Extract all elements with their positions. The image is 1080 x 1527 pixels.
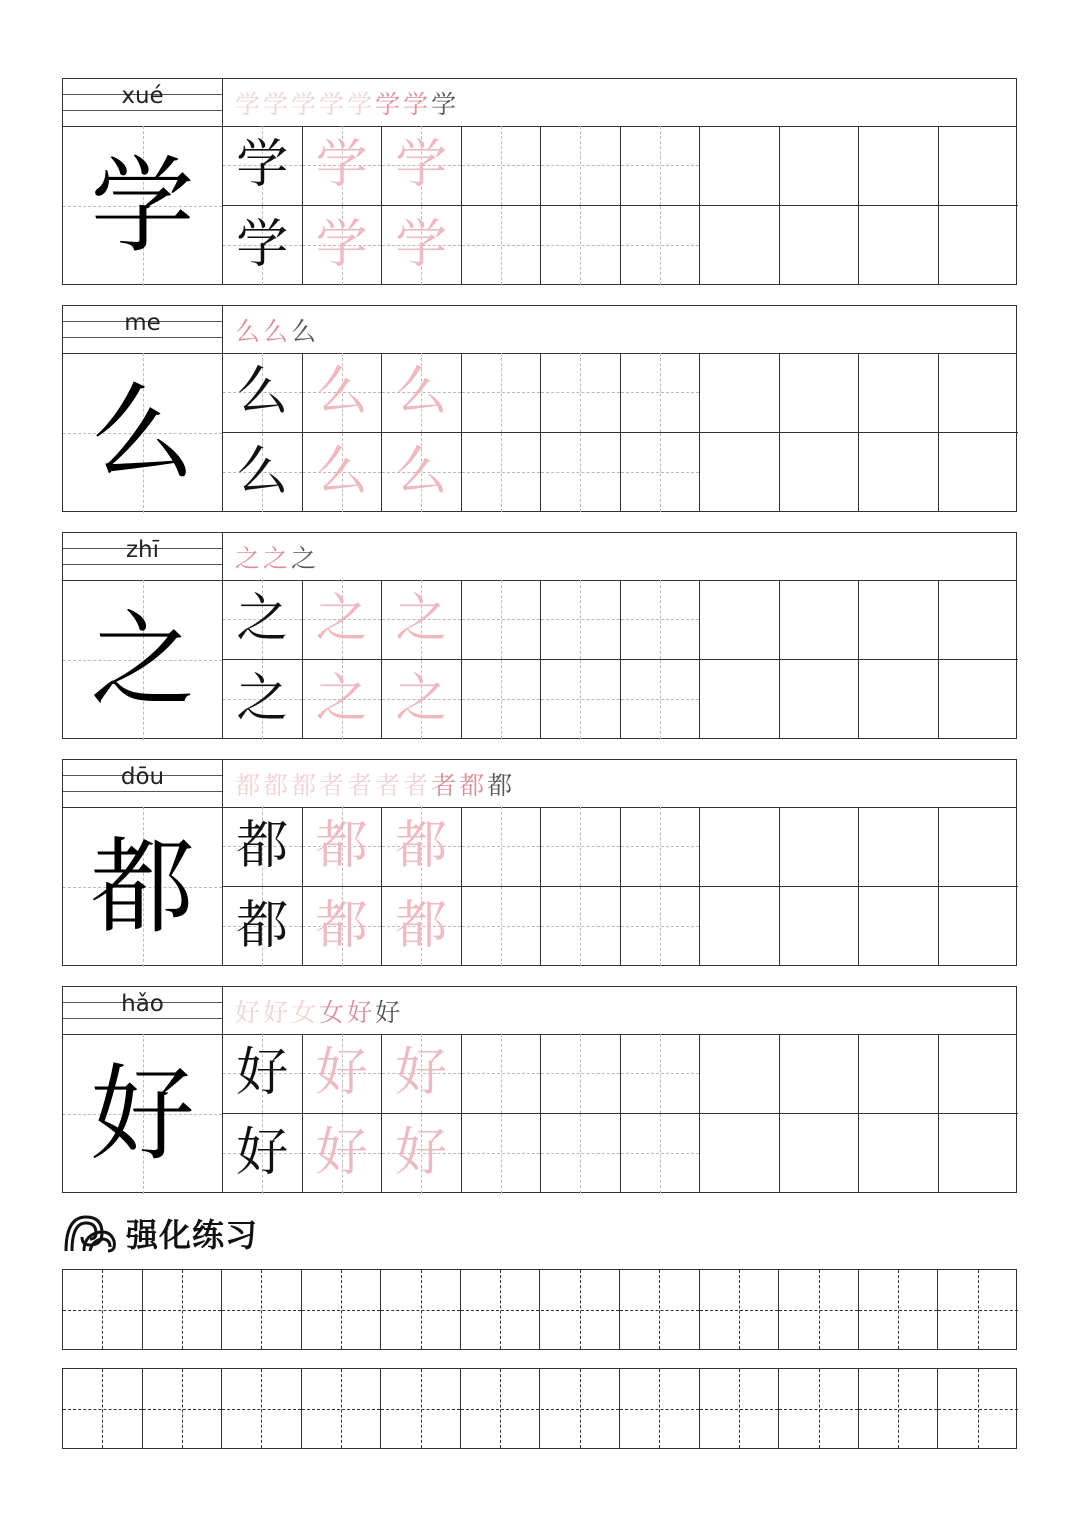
reference-column: [63, 533, 223, 738]
stroke-step: 么: [291, 316, 317, 346]
stroke-step: 学: [431, 89, 457, 119]
stroke-step: 者: [375, 770, 401, 800]
writing-grid: [223, 807, 1016, 965]
writing-cell[interactable]: [541, 660, 621, 740]
writing-grid: [223, 1034, 1016, 1192]
writing-cell[interactable]: [700, 353, 780, 433]
writing-cell[interactable]: [859, 126, 939, 206]
writing-cell[interactable]: [541, 1114, 621, 1194]
pinyin-band: [63, 987, 222, 1035]
practice-row: [62, 1269, 1017, 1350]
model-character: 么: [236, 442, 289, 503]
pinyin-band: [63, 79, 222, 127]
stroke-step: 学: [403, 89, 429, 119]
writing-cell[interactable]: [462, 887, 542, 967]
writing-cell[interactable]: [541, 1034, 621, 1114]
stroke-order-row: [223, 306, 1016, 354]
writing-cell[interactable]: [939, 660, 1019, 740]
guide-line-vertical: [580, 887, 581, 967]
practice-cell[interactable]: [63, 1270, 143, 1349]
guide-line-vertical: [660, 807, 661, 886]
stroke-step: 都: [487, 770, 513, 800]
guide-line-vertical: [421, 1270, 422, 1349]
guide-line-vertical: [501, 206, 502, 286]
model-character: 学: [236, 215, 289, 276]
guide-line-vertical: [261, 1369, 262, 1448]
trace-character: 学: [395, 135, 448, 196]
trace-character: 么: [395, 442, 448, 503]
guide-line-vertical: [182, 1369, 183, 1448]
practice-cell[interactable]: [461, 1369, 541, 1448]
guide-line-vertical: [182, 1270, 183, 1349]
writing-cell[interactable]: [859, 660, 939, 740]
writing-cell[interactable]: [303, 1034, 383, 1114]
writing-cell[interactable]: [462, 126, 542, 206]
writing-cell[interactable]: [700, 206, 780, 286]
writing-cell[interactable]: [223, 887, 303, 967]
guide-line-vertical: [501, 1034, 502, 1113]
writing-cell[interactable]: [541, 433, 621, 513]
guide-line-vertical: [421, 1369, 422, 1448]
writing-cell[interactable]: [939, 887, 1019, 967]
writing-cell[interactable]: [223, 353, 303, 433]
guide-line-vertical: [580, 1369, 581, 1448]
practice-cell[interactable]: [381, 1369, 461, 1448]
guide-line-vertical: [659, 1270, 660, 1349]
writing-cell[interactable]: [780, 807, 860, 887]
writing-cell[interactable]: [223, 807, 303, 887]
swirl-waves-icon: [62, 1211, 120, 1255]
practice-cell[interactable]: [143, 1369, 223, 1448]
writing-cell[interactable]: [780, 1114, 860, 1194]
stroke-step: 学: [235, 89, 261, 119]
pinyin-label: zhī: [125, 537, 160, 563]
reference-character-cell: [63, 353, 222, 513]
practice-cell[interactable]: [859, 1270, 939, 1349]
practice-cell[interactable]: [222, 1270, 302, 1349]
reference-character: 学: [90, 145, 195, 267]
practice-cell[interactable]: [541, 1369, 621, 1448]
writing-cell[interactable]: [382, 1034, 462, 1114]
writing-cell[interactable]: [382, 1114, 462, 1194]
reference-character-cell: [63, 807, 222, 967]
guide-line-vertical: [580, 1034, 581, 1113]
guide-line-vertical: [500, 1270, 501, 1349]
guide-line-vertical: [660, 1114, 661, 1194]
writing-cell[interactable]: [859, 1034, 939, 1114]
writing-cell[interactable]: [223, 660, 303, 740]
guide-line-vertical: [580, 206, 581, 286]
character-block: [62, 305, 1017, 512]
writing-cell[interactable]: [621, 660, 701, 740]
writing-cell[interactable]: [382, 807, 462, 887]
trace-character: 学: [315, 135, 368, 196]
guide-line-vertical: [580, 580, 581, 659]
guide-line-vertical: [898, 1369, 899, 1448]
writing-cell[interactable]: [700, 580, 780, 660]
guide-line-vertical: [261, 1270, 262, 1349]
guide-line-vertical: [898, 1270, 899, 1349]
practice-cell[interactable]: [859, 1369, 939, 1448]
guide-line-vertical: [501, 126, 502, 205]
writing-cell[interactable]: [462, 206, 542, 286]
trace-character: 之: [395, 669, 448, 730]
writing-cell[interactable]: [223, 206, 303, 286]
stroke-step: 者: [319, 770, 345, 800]
stroke-step: 学: [375, 89, 401, 119]
section-title: 强化练习: [126, 1216, 259, 1254]
reference-character: 么: [90, 372, 195, 494]
guide-line-vertical: [501, 353, 502, 432]
stroke-step: 者: [347, 770, 373, 800]
writing-cell[interactable]: [859, 206, 939, 286]
reference-character-cell: [63, 126, 222, 286]
pinyin-guide-line: [63, 337, 222, 338]
stroke-step: 之: [263, 543, 289, 573]
stroke-step: 女: [291, 997, 317, 1027]
reference-column: [63, 760, 223, 965]
trace-character: 么: [315, 442, 368, 503]
guide-line-vertical: [501, 887, 502, 967]
stroke-step: 都: [291, 770, 317, 800]
stroke-order-row: [223, 987, 1016, 1035]
writing-cell[interactable]: [462, 1034, 542, 1114]
model-character: 都: [236, 896, 289, 957]
guide-line-vertical: [580, 126, 581, 205]
practice-cell[interactable]: [63, 1369, 143, 1448]
model-character: 都: [236, 816, 289, 877]
reference-character-cell: [63, 580, 222, 740]
practice-cell[interactable]: [143, 1270, 223, 1349]
writing-cell[interactable]: [303, 353, 383, 433]
trace-character: 学: [315, 215, 368, 276]
guide-line-vertical: [739, 1369, 740, 1448]
writing-cell[interactable]: [859, 580, 939, 660]
writing-cell[interactable]: [382, 887, 462, 967]
practice-cell[interactable]: [381, 1270, 461, 1349]
practice-cell[interactable]: [700, 1369, 780, 1448]
writing-cell[interactable]: [939, 1034, 1019, 1114]
pinyin-label: dōu: [120, 764, 165, 790]
guide-line-vertical: [580, 1114, 581, 1194]
writing-cell[interactable]: [780, 887, 860, 967]
guide-line-vertical: [500, 1369, 501, 1448]
writing-cell[interactable]: [541, 807, 621, 887]
guide-line-vertical: [501, 1114, 502, 1194]
writing-cell[interactable]: [859, 807, 939, 887]
model-character: 之: [236, 589, 289, 650]
character-block: [62, 532, 1017, 739]
writing-cell[interactable]: [541, 887, 621, 967]
reference-character: 都: [90, 826, 195, 948]
writing-cell[interactable]: [700, 1114, 780, 1194]
guide-line-vertical: [819, 1369, 820, 1448]
trace-character: 好: [395, 1123, 448, 1184]
guide-line-vertical: [501, 660, 502, 740]
writing-cell[interactable]: [859, 433, 939, 513]
guide-line-vertical: [501, 807, 502, 886]
writing-cell[interactable]: [382, 433, 462, 513]
guide-line-vertical: [501, 433, 502, 513]
guide-line-vertical: [660, 660, 661, 740]
writing-cell[interactable]: [303, 807, 383, 887]
stroke-step: 都: [459, 770, 485, 800]
writing-cell[interactable]: [621, 353, 701, 433]
section-header: [62, 1207, 258, 1259]
writing-cell[interactable]: [462, 1114, 542, 1194]
guide-line-vertical: [660, 580, 661, 659]
pinyin-guide-line: [63, 564, 222, 565]
writing-cell[interactable]: [621, 887, 701, 967]
writing-cell[interactable]: [859, 887, 939, 967]
reference-character-cell: [63, 1034, 222, 1194]
guide-line-vertical: [819, 1270, 820, 1349]
writing-cell[interactable]: [223, 1114, 303, 1194]
practice-cell[interactable]: [541, 1270, 621, 1349]
guide-line-vertical: [580, 807, 581, 886]
trace-character: 学: [395, 215, 448, 276]
writing-cell[interactable]: [462, 353, 542, 433]
writing-cell[interactable]: [939, 126, 1019, 206]
trace-character: 都: [395, 896, 448, 957]
trace-character: 之: [315, 669, 368, 730]
guide-line-vertical: [660, 353, 661, 432]
guide-line-vertical: [660, 887, 661, 967]
model-character: 学: [236, 135, 289, 196]
reference-character: 好: [90, 1053, 195, 1175]
trace-character: 都: [315, 816, 368, 877]
guide-line-vertical: [739, 1270, 740, 1349]
writing-cell[interactable]: [303, 126, 383, 206]
reference-column: [63, 79, 223, 284]
writing-cell[interactable]: [303, 206, 383, 286]
guide-line-vertical: [102, 1270, 103, 1349]
writing-cell[interactable]: [223, 1034, 303, 1114]
trace-character: 都: [315, 896, 368, 957]
practice-cell[interactable]: [461, 1270, 541, 1349]
writing-cell[interactable]: [223, 126, 303, 206]
writing-cell[interactable]: [780, 353, 860, 433]
writing-cell[interactable]: [462, 433, 542, 513]
writing-cell[interactable]: [700, 807, 780, 887]
character-block: [62, 78, 1017, 285]
guide-line-vertical: [660, 1034, 661, 1113]
stroke-step: 学: [263, 89, 289, 119]
writing-cell[interactable]: [541, 126, 621, 206]
writing-cell[interactable]: [382, 206, 462, 286]
writing-cell[interactable]: [939, 807, 1019, 887]
writing-cell[interactable]: [223, 433, 303, 513]
writing-cell[interactable]: [303, 887, 383, 967]
writing-grid: [223, 353, 1016, 511]
trace-character: 好: [395, 1043, 448, 1104]
character-block: [62, 986, 1017, 1193]
guide-line-vertical: [978, 1369, 979, 1448]
stroke-step: 学: [319, 89, 345, 119]
guide-line-vertical: [660, 126, 661, 205]
writing-cell[interactable]: [700, 887, 780, 967]
pinyin-guide-line: [63, 791, 222, 792]
practice-cell[interactable]: [700, 1270, 780, 1349]
writing-cell[interactable]: [303, 580, 383, 660]
pinyin-label: hǎo: [121, 991, 164, 1017]
practice-cell[interactable]: [620, 1270, 700, 1349]
writing-cell[interactable]: [541, 580, 621, 660]
stroke-step: 之: [235, 543, 261, 573]
writing-cell[interactable]: [859, 1114, 939, 1194]
trace-character: 么: [315, 362, 368, 423]
guide-line-vertical: [580, 433, 581, 513]
guide-line-vertical: [660, 206, 661, 286]
reference-column: [63, 306, 223, 511]
stroke-step: 都: [263, 770, 289, 800]
stroke-step: 者: [403, 770, 429, 800]
writing-cell[interactable]: [621, 1034, 701, 1114]
writing-cell[interactable]: [700, 1034, 780, 1114]
writing-cell[interactable]: [939, 580, 1019, 660]
reference-character: 之: [90, 599, 195, 721]
guide-line-vertical: [580, 353, 581, 432]
writing-cell[interactable]: [939, 353, 1019, 433]
reference-column: [63, 987, 223, 1192]
writing-cell[interactable]: [780, 433, 860, 513]
writing-grid: [223, 126, 1016, 284]
trace-character: 都: [395, 816, 448, 877]
writing-cell[interactable]: [223, 580, 303, 660]
trace-character: 之: [315, 589, 368, 650]
writing-cell[interactable]: [700, 660, 780, 740]
stroke-step: 么: [263, 316, 289, 346]
writing-cell[interactable]: [462, 807, 542, 887]
writing-cell[interactable]: [780, 126, 860, 206]
practice-cell[interactable]: [779, 1369, 859, 1448]
writing-cell[interactable]: [700, 433, 780, 513]
writing-cell[interactable]: [780, 660, 860, 740]
pinyin-band: [63, 760, 222, 808]
writing-cell[interactable]: [621, 126, 701, 206]
stroke-step: 好: [375, 997, 401, 1027]
stroke-step: 都: [235, 770, 261, 800]
writing-cell[interactable]: [382, 353, 462, 433]
guide-line-vertical: [501, 580, 502, 659]
writing-cell[interactable]: [859, 353, 939, 433]
writing-cell[interactable]: [939, 206, 1019, 286]
writing-cell[interactable]: [780, 580, 860, 660]
writing-cell[interactable]: [303, 433, 383, 513]
guide-line-vertical: [978, 1270, 979, 1349]
trace-character: 么: [395, 362, 448, 423]
pinyin-guide-line: [63, 1018, 222, 1019]
stroke-step: 者: [431, 770, 457, 800]
writing-cell[interactable]: [621, 433, 701, 513]
model-character: 么: [236, 362, 289, 423]
stroke-step: 学: [347, 89, 373, 119]
pinyin-label: xué: [121, 83, 164, 109]
guide-line-vertical: [341, 1270, 342, 1349]
practice-cell[interactable]: [222, 1369, 302, 1448]
writing-cell[interactable]: [462, 660, 542, 740]
practice-cell[interactable]: [779, 1270, 859, 1349]
writing-cell[interactable]: [303, 1114, 383, 1194]
practice-cell[interactable]: [302, 1369, 382, 1448]
stroke-step: 么: [235, 316, 261, 346]
writing-cell[interactable]: [621, 1114, 701, 1194]
pinyin-label: me: [124, 310, 161, 336]
writing-cell[interactable]: [541, 353, 621, 433]
guide-line-vertical: [580, 1270, 581, 1349]
trace-character: 好: [315, 1123, 368, 1184]
stroke-step: 好: [263, 997, 289, 1027]
writing-cell[interactable]: [621, 580, 701, 660]
writing-cell[interactable]: [939, 1114, 1019, 1194]
pinyin-band: [63, 533, 222, 581]
writing-cell[interactable]: [382, 126, 462, 206]
practice-cell[interactable]: [938, 1270, 1018, 1349]
stroke-order-row: [223, 760, 1016, 808]
stroke-step: 好: [235, 997, 261, 1027]
stroke-step: 之: [291, 543, 317, 573]
trace-character: 好: [315, 1043, 368, 1104]
trace-character: 之: [395, 589, 448, 650]
pinyin-band: [63, 306, 222, 354]
model-character: 好: [236, 1123, 289, 1184]
writing-cell[interactable]: [700, 126, 780, 206]
writing-cell[interactable]: [303, 660, 383, 740]
writing-cell[interactable]: [382, 660, 462, 740]
practice-cell[interactable]: [938, 1369, 1018, 1448]
writing-cell[interactable]: [780, 206, 860, 286]
guide-line-vertical: [580, 660, 581, 740]
guide-line-vertical: [660, 433, 661, 513]
guide-line-vertical: [102, 1369, 103, 1448]
pinyin-guide-line: [63, 110, 222, 111]
writing-cell[interactable]: [462, 580, 542, 660]
practice-cell[interactable]: [620, 1369, 700, 1448]
writing-cell[interactable]: [382, 580, 462, 660]
writing-grid: [223, 580, 1016, 738]
guide-line-vertical: [341, 1369, 342, 1448]
stroke-step: 学: [291, 89, 317, 119]
practice-row: [62, 1368, 1017, 1449]
stroke-step: 好: [347, 997, 373, 1027]
practice-cell[interactable]: [302, 1270, 382, 1349]
stroke-order-row: [223, 79, 1016, 127]
stroke-step: 女: [319, 997, 345, 1027]
model-character: 之: [236, 669, 289, 730]
writing-cell[interactable]: [939, 433, 1019, 513]
stroke-order-row: [223, 533, 1016, 581]
character-block: [62, 759, 1017, 966]
writing-cell[interactable]: [541, 206, 621, 286]
writing-cell[interactable]: [621, 807, 701, 887]
guide-line-vertical: [659, 1369, 660, 1448]
model-character: 好: [236, 1043, 289, 1104]
writing-cell[interactable]: [780, 1034, 860, 1114]
writing-cell[interactable]: [621, 206, 701, 286]
